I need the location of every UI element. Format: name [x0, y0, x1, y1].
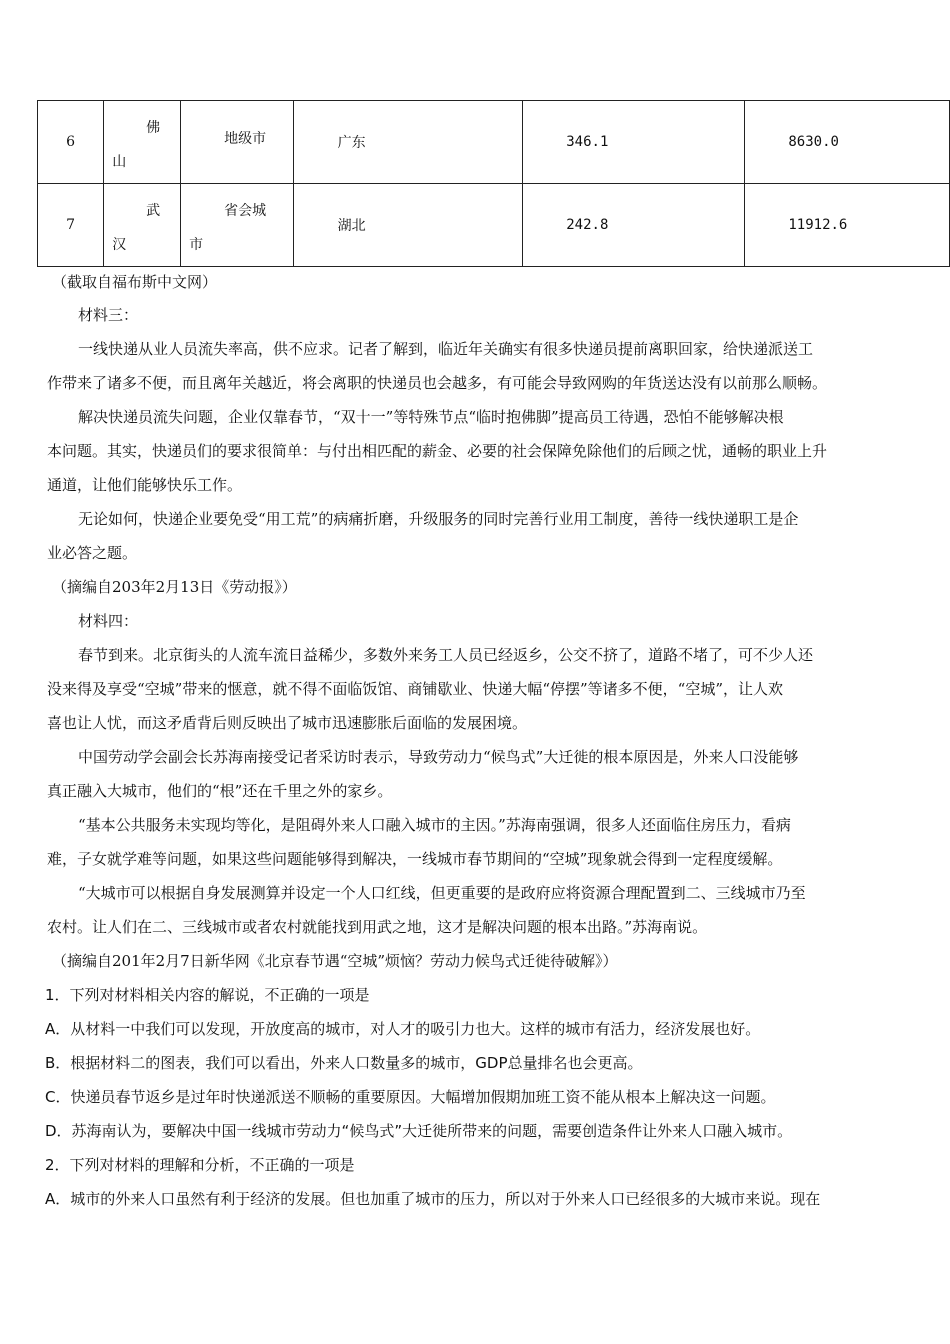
- table-row: [38, 101, 950, 184]
- level-cell-line1: 地级市: [224, 131, 267, 147]
- material3-title: 材料三：: [78, 306, 139, 324]
- question-2: 2．下列对材料的理解和分析，不正确的一项是: [45, 1156, 355, 1174]
- level-cell-line2: 市: [189, 237, 204, 253]
- question-1-option-a: A．从材料一中我们可以发现，开放度高的城市，对人才的吸引力也大。这样的城市有活力，经济发展也好。: [45, 1020, 761, 1038]
- material4-paragraph-line: 春节到来。北京街头的人流车流日益稀少，多数外来务工人员已经返乡，公交不挤了，道路不堵了，可不少人还: [78, 646, 814, 664]
- material3-paragraph-line: 解决快递员流失问题，企业仅靠春节，“双十一”等特殊节点“临时抱佛脚”提高员工待遇，恐怕不能够解决根: [78, 408, 784, 426]
- material3-paragraph-line: 一线快递从业人员流失率高，供不应求。记者了解到，临近年关确实有很多快递员提前离职回家，给快递派送工: [78, 340, 814, 358]
- material3-paragraph-line: 本问题。其实，快递员们的要求很简单：与付出相匹配的薪金、必要的社会保障免除他们的后顾之忧，通畅的职业上升: [47, 442, 828, 460]
- material3-paragraph-line: 通道，让他们能够快乐工作。: [47, 476, 243, 494]
- city-cell-line2: 山: [112, 154, 127, 170]
- city-data-table: [37, 100, 950, 267]
- gdp-cell: 8630.0: [745, 101, 950, 184]
- city-cell: [104, 101, 181, 184]
- level-cell-line1: 省会城: [224, 203, 267, 219]
- province-cell: 湖北: [293, 184, 523, 267]
- material4-paragraph-line: 农村。让人们在二、三线城市或者农村就能找到用武之地，这才是解决问题的根本出路。”苏海南说。: [47, 918, 708, 936]
- body-text: [47, 266, 907, 1216]
- source-note: （摘编自203年2月13日《劳动报》）: [52, 578, 297, 596]
- rank-cell: 6: [38, 101, 104, 184]
- gdp-cell: 11912.6: [745, 184, 950, 267]
- question-2-option-a: A．城市的外来人口虽然有利于经济的发展。但也加重了城市的压力，所以对于外来人口已经很多的大城市来说。现在: [45, 1190, 821, 1208]
- rank-cell: 7: [38, 184, 104, 267]
- city-cell-line1: 武: [146, 203, 161, 219]
- level-cell: [181, 101, 293, 184]
- material4-paragraph-line: 真正融入大城市，他们的“根”还在千里之外的家乡。: [47, 782, 393, 800]
- city-cell-line1: 佛: [146, 120, 161, 136]
- material4-paragraph-line: 难，子女就学难等问题，如果这些问题能够得到解决，一线城市春节期间的“空城”现象就会得到一定程度缓解。: [47, 850, 783, 868]
- material4-paragraph-line: 中国劳动学会副会长苏海南接受记者采访时表示，导致劳动力“候鸟式”大迁徙的根本原因是，外来人口没能够: [78, 748, 799, 766]
- population-cell: 242.8: [523, 184, 745, 267]
- city-cell: [104, 184, 181, 267]
- material4-paragraph-line: “基本公共服务未实现均等化，是阻碍外来人口融入城市的主因。”苏海南强调，很多人还面临住房压力，看病: [78, 816, 791, 834]
- level-cell: [181, 184, 293, 267]
- material4-paragraph-line: “大城市可以根据自身发展测算并设定一个人口红线，但更重要的是政府应将资源合理配置到二、三线城市乃至: [78, 884, 806, 902]
- source-note: （截取自福布斯中文网）: [52, 273, 218, 291]
- question-1: 1．下列对材料相关内容的解说，不正确的一项是: [45, 986, 370, 1004]
- population-cell: 346.1: [523, 101, 745, 184]
- question-1-option-d: D．苏海南认为，要解决中国一线城市劳动力“候鸟式”大迁徙所带来的问题，需要创造条件让外来人口融入城市。: [45, 1122, 793, 1140]
- province-cell: 广东: [293, 101, 523, 184]
- city-cell-line2: 汉: [112, 237, 127, 253]
- material3-paragraph-line: 作带来了诸多不便，而且离年关越近，将会离职的快递员也会越多，有可能会导致网购的年货送达没有以前那么顺畅。: [47, 374, 828, 392]
- material4-title: 材料四：: [78, 612, 139, 630]
- table-row: [38, 184, 950, 267]
- material3-paragraph-line: 业必答之题。: [47, 544, 138, 562]
- material4-paragraph-line: 喜也让人忧，而这矛盾背后则反映出了城市迅速膨胀后面临的发展困境。: [47, 714, 528, 732]
- material4-paragraph-line: 没来得及享受“空城”带来的惬意，就不得不面临饭馆、商铺歇业、快递大幅“停摆”等诸多不便，“空城”，让人欢: [47, 680, 784, 698]
- question-1-option-c: C．快递员春节返乡是过年时快递派送不顺畅的重要原因。大幅增加假期加班工资不能从根本上解决这一问题。: [45, 1088, 776, 1106]
- question-1-option-b: B．根据材料二的图表，我们可以看出，外来人口数量多的城市，GDP总量排名也会更高。: [45, 1054, 643, 1072]
- source-note: （摘编自201年2月7日新华网《北京春节遇“空城”烦恼？劳动力候鸟式迁徙待破解》）: [52, 952, 618, 970]
- material3-paragraph-line: 无论如何，快递企业要免受“用工荒”的病痛折磨，升级服务的同时完善行业用工制度，善待一线快递职工是企: [78, 510, 799, 528]
